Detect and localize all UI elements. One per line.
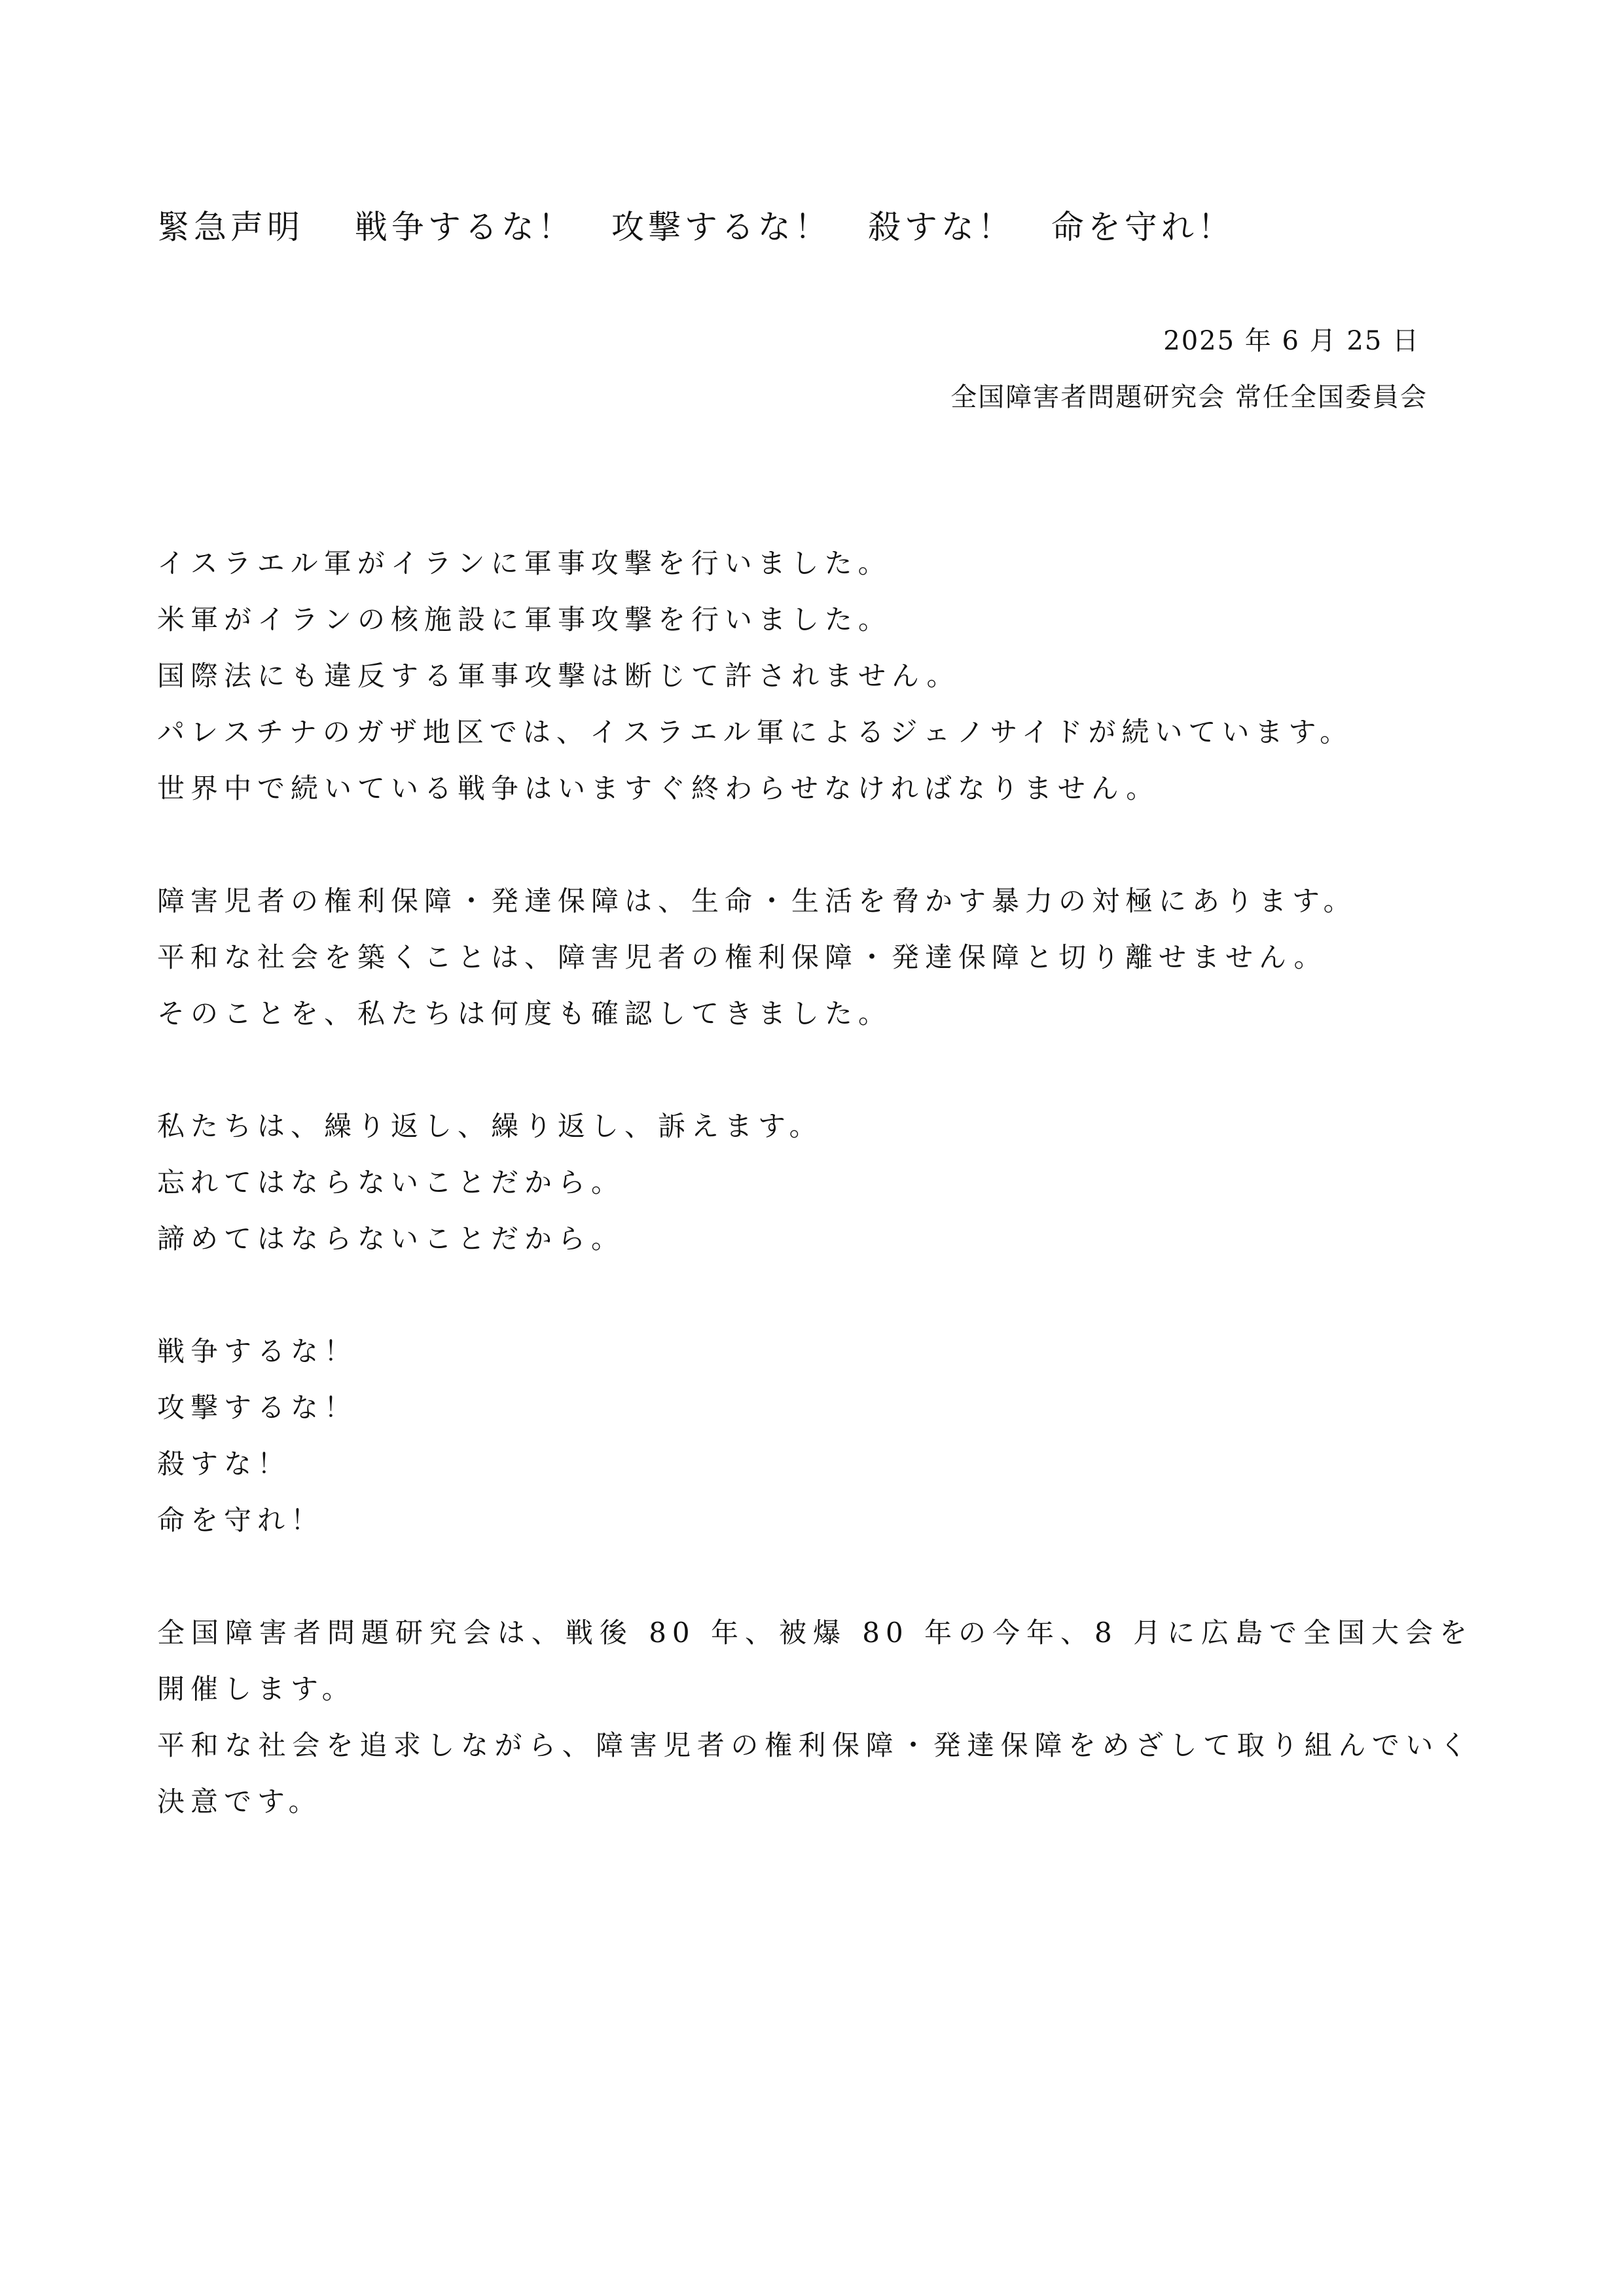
slogan-line: 攻撃するな！: [157, 1391, 358, 1424]
paragraph-line: 諦めてはならないことだから。: [157, 1223, 625, 1255]
statement-body: [157, 535, 1473, 1886]
statement-date: 2025 年 6 月 25 日: [1163, 326, 1420, 356]
paragraph-war-condemnation: [157, 535, 1473, 817]
paragraph-line: そのことを、私たちは何度も確認してきました。: [157, 997, 892, 1030]
paragraph-appeal: [157, 1098, 1473, 1267]
paragraph-line: 全国障害者問題研究会は、戦後 80 年、被爆 80 年の今年、8 月に広島で全国大会を開催します。: [157, 1617, 1473, 1705]
issuing-organization: 全国障害者問題研究会 常任全国委員会: [950, 382, 1428, 412]
paragraph-line: パレスチナのガザ地区では、イスラエル軍によるジェノサイドが続いています。: [157, 716, 1354, 748]
paragraph-line: 世界中で続いている戦争はいますぐ終わらせなければなりません。: [157, 772, 1160, 804]
paragraph-line: 平和な社会を追求しながら、障害児者の権利保障・発達保障をめざして取り組んでいく決意です。: [157, 1729, 1473, 1818]
paragraph-line: イスラエル軍がイランに軍事攻撃を行いました。: [157, 547, 892, 579]
paragraph-line: 忘れてはならないことだから。: [157, 1166, 625, 1198]
statement-meta: [642, 313, 1428, 425]
paragraph-national-conference: [157, 1605, 1473, 1830]
paragraph-line: 平和な社会を築くことは、障害児者の権利保障・発達保障と切り離せません。: [157, 941, 1327, 973]
slogan-line: 命を守れ！: [157, 1504, 325, 1536]
slogan-line: 戦争するな！: [157, 1335, 358, 1367]
paragraph-line: 障害児者の権利保障・発達保障は、生命・生活を脅かす暴力の対極にあります。: [157, 885, 1357, 917]
paragraph-line: 私たちは、繰り返し、繰り返し、訴えます。: [157, 1110, 823, 1142]
statement-title: 緊急声明 戦争するな！ 攻撃するな！ 殺すな！ 命を守れ！: [157, 208, 1235, 246]
paragraph-rights-and-peace: [157, 873, 1473, 1042]
slogan-line: 殺すな！: [157, 1448, 291, 1480]
paragraph-slogans: [157, 1323, 1473, 1549]
paragraph-line: 米軍がイランの核施設に軍事攻撃を行いました。: [157, 603, 892, 636]
paragraph-line: 国際法にも違反する軍事攻撃は断じて許されません。: [157, 660, 960, 692]
